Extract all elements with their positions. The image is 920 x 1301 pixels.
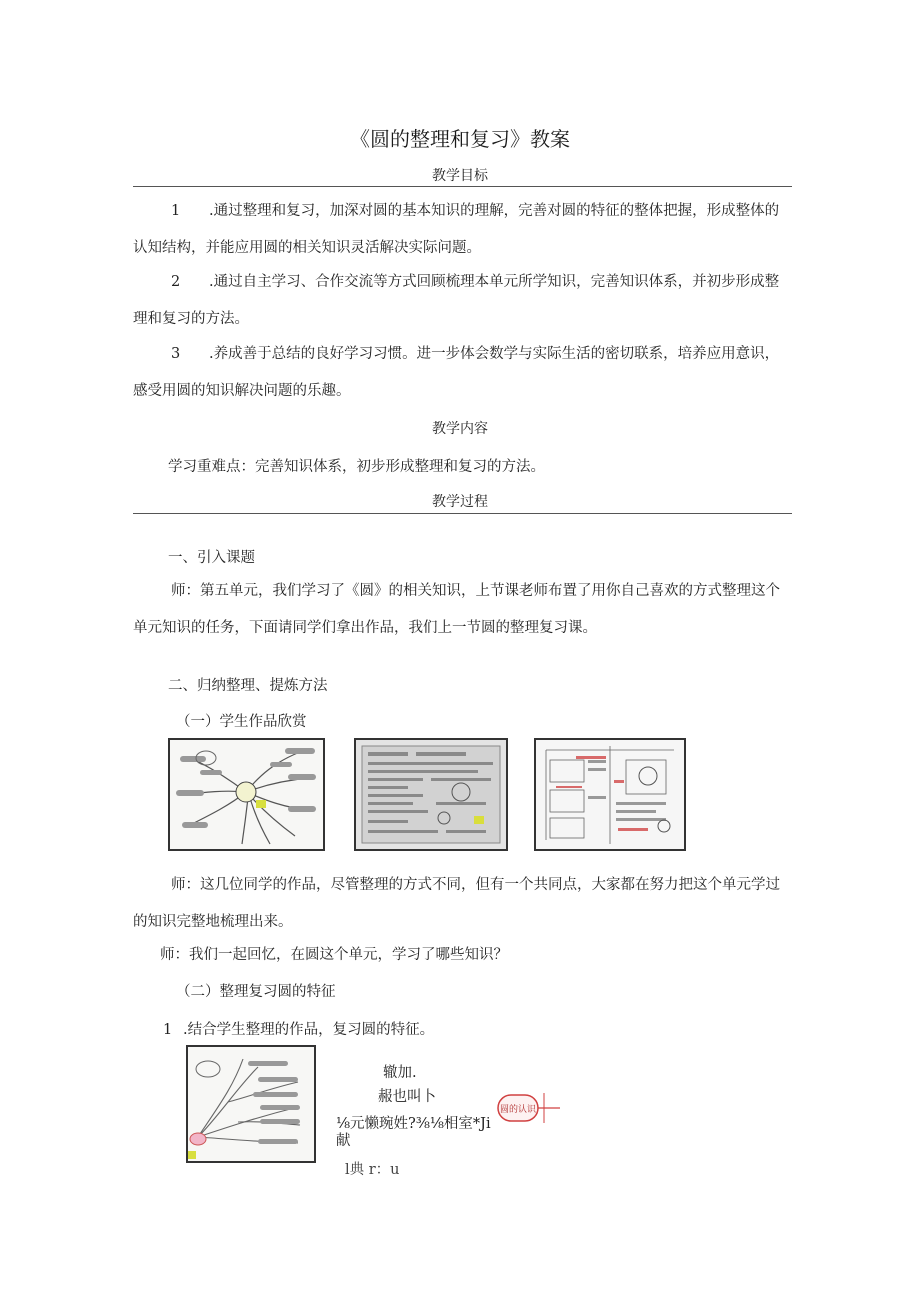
document-title: 《圆的整理和复习》教案: [350, 127, 570, 151]
goal-item: [133, 336, 792, 410]
student-work-table-image: [534, 738, 686, 851]
step1-item: [163, 1018, 434, 1039]
goal-item: [133, 193, 792, 267]
part1-heading: 一、引入课题: [168, 550, 255, 566]
part2-heading: 二、归纳整理、提炼方法: [168, 678, 328, 694]
sub2-heading: （二）整理复习圆的特征: [176, 984, 336, 1000]
sub1-heading: （一）学生作品欣赏: [176, 714, 307, 730]
ocr-text-line: 赧也叫卜: [378, 1089, 436, 1105]
section-heading-content: 教学内容: [432, 421, 488, 437]
part1-text: 师：第五单元，我们学习了《圆》的相关知识，上节课老师布置了用你自己喜欢的方式整理这个单元知识的任务，下面请同学们拿出作品，我们上一节圆的整理复习课。: [133, 583, 780, 636]
goal-number: 3: [171, 346, 181, 362]
ocr-text-line: ⅛元懒琬姓?⅜⅛相室*Ji: [336, 1116, 491, 1132]
ocr-text-line: l典 r：u: [345, 1162, 400, 1178]
step-text: .结合学生整理的作品，复习圆的特征。: [183, 1022, 435, 1038]
goal-text: .养成善于总结的良好学习习惯。进一步体会数学与实际生活的密切联系，培养应用意识，感受用圆的知识解决问题的乐趣。: [133, 346, 780, 399]
goal-number: 2: [171, 274, 181, 290]
stamp-label: 圆的认识: [499, 1105, 537, 1115]
ocr-text-line: 献: [336, 1133, 351, 1149]
goal-text: .通过整理和复习，加深对圆的基本知识的理解，完善对圆的特征的整体把握，形成整体的认知结构，并能应用圆的相关知识灵活解决实际问题。: [133, 203, 780, 256]
student-work-notes-image: [354, 738, 508, 851]
section-rule: [133, 186, 792, 187]
circle-features-mindmap-image: [186, 1045, 316, 1163]
student-work-mindmap-image: [168, 738, 325, 851]
section-heading-process: 教学过程: [432, 494, 488, 510]
step-number: 1: [163, 1022, 173, 1038]
section-heading-goals: 教学目标: [432, 168, 488, 184]
key-points: 学习重难点：完善知识体系，初步形成整理和复习的方法。: [168, 459, 545, 475]
teacher-comment: 师：这几位同学的作品，尽管整理的方式不同，但有一个共同点，大家都在努力把这个单元学过的知识完整地梳理出来。: [133, 877, 780, 930]
section-rule: [133, 513, 792, 514]
goal-item: [133, 264, 792, 338]
circle-knowledge-stamp-image: [496, 1089, 562, 1127]
goal-number: 1: [171, 203, 181, 219]
ocr-text-line: 辙加.: [383, 1065, 417, 1081]
goal-text: .通过自主学习、合作交流等方式回顾梳理本单元所学知识，完善知识体系，并初步形成整理和复习的方法。: [133, 274, 780, 327]
teacher-question: 师：我们一起回忆，在圆这个单元，学习了哪些知识？: [160, 947, 508, 963]
